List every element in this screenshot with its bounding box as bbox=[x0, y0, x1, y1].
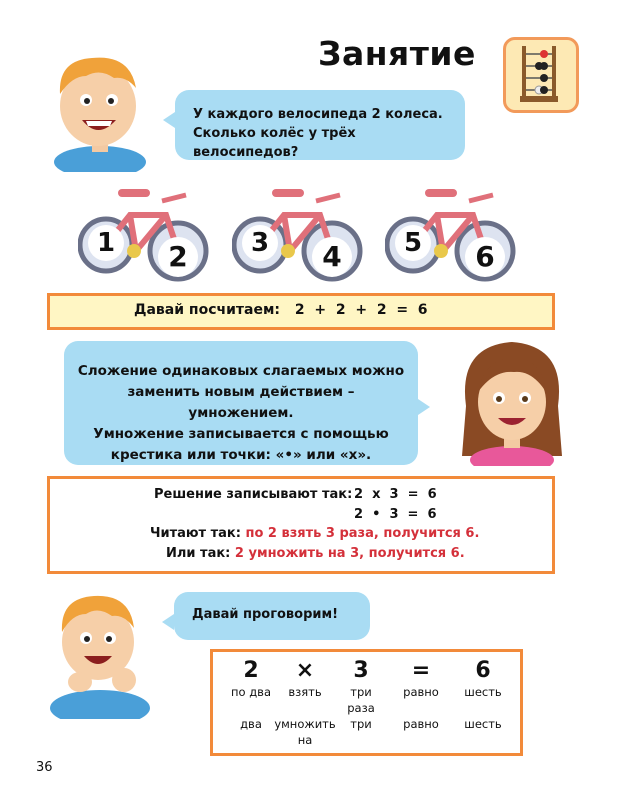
solution-label: Решение записывают так: bbox=[154, 487, 353, 502]
speech-bubble-question bbox=[175, 90, 465, 160]
girl-illustration bbox=[452, 336, 572, 466]
explanation-line-3: Умножение записывается с помощью bbox=[93, 425, 389, 442]
bicycle-3-left-number: 5 bbox=[395, 225, 431, 261]
count-label: Давай посчитаем: bbox=[134, 302, 281, 318]
or-end: . bbox=[459, 546, 465, 561]
column-row2: два bbox=[240, 717, 262, 731]
column-row1: по два bbox=[231, 685, 271, 699]
read-label: Читают так: bbox=[150, 526, 241, 541]
lets-say-text: Давай проговорим! bbox=[192, 607, 339, 622]
boy-illustration bbox=[40, 42, 160, 172]
explanation-line-4: крестика или точки: «•» или «х». bbox=[110, 446, 372, 463]
column-row1: взять bbox=[288, 685, 322, 699]
bicycle-2 bbox=[232, 185, 364, 285]
column-symbol: 3 bbox=[353, 658, 369, 683]
column-row2: три bbox=[350, 717, 372, 731]
column-symbol: 6 bbox=[475, 658, 491, 683]
page-title: Занятие bbox=[318, 34, 476, 73]
or-label: Или так: bbox=[166, 546, 231, 561]
bicycle-2-right-number: 4 bbox=[312, 237, 352, 277]
abacus-icon bbox=[503, 37, 579, 113]
column-symbol: = bbox=[411, 658, 431, 683]
or-line bbox=[166, 544, 465, 564]
question-line-2: Сколько колёс у трёх велосипедов? bbox=[193, 125, 356, 160]
column-symbol: 2 bbox=[243, 658, 259, 683]
read-line bbox=[150, 524, 479, 544]
bicycle-1-right-number: 2 bbox=[158, 237, 198, 277]
table-column bbox=[329, 658, 393, 732]
boy-illustration-2 bbox=[40, 584, 160, 719]
column-row1: шесть bbox=[464, 685, 502, 699]
solution-equation-cross: 2 x 3 = 6 bbox=[354, 487, 437, 502]
column-row2: равно bbox=[403, 717, 439, 731]
column-symbol: × bbox=[295, 658, 315, 683]
column-row2: шесть bbox=[464, 717, 502, 731]
bicycle-3 bbox=[385, 185, 517, 285]
solution-equation-dot: 2 • 3 = 6 bbox=[354, 507, 437, 522]
explanation-line-1: Сложение одинаковых слагаемых можно bbox=[77, 363, 405, 379]
speech-bubble-explanation bbox=[64, 341, 418, 465]
table-column bbox=[451, 658, 515, 732]
page-number: 36 bbox=[36, 760, 53, 775]
pronunciation-table bbox=[210, 649, 523, 756]
read-end: . bbox=[474, 526, 480, 541]
table-column bbox=[389, 658, 453, 732]
question-line-1: У каждого велосипеда 2 колеса. bbox=[193, 107, 443, 122]
table-column bbox=[273, 658, 337, 748]
column-row1: равно bbox=[403, 685, 439, 699]
count-box bbox=[47, 293, 555, 330]
speech-bubble-lets-say bbox=[174, 592, 370, 640]
bicycle-3-right-number: 6 bbox=[465, 237, 505, 277]
explanation-line-2: заменить новым действием – умножением. bbox=[127, 383, 355, 421]
bicycle-1-left-number: 1 bbox=[88, 225, 124, 261]
bicycle-2-left-number: 3 bbox=[242, 225, 278, 261]
count-equation: 2 + 2 + 2 = 6 bbox=[294, 302, 428, 318]
or-value: 2 умножить на 3, получится 6 bbox=[234, 546, 460, 561]
column-row1: три раза bbox=[347, 685, 375, 715]
solution-box bbox=[47, 476, 555, 574]
column-row2: умножить на bbox=[274, 717, 336, 747]
read-value: по 2 взять 3 раза, получится 6 bbox=[245, 526, 475, 541]
bicycle-1 bbox=[78, 185, 210, 285]
